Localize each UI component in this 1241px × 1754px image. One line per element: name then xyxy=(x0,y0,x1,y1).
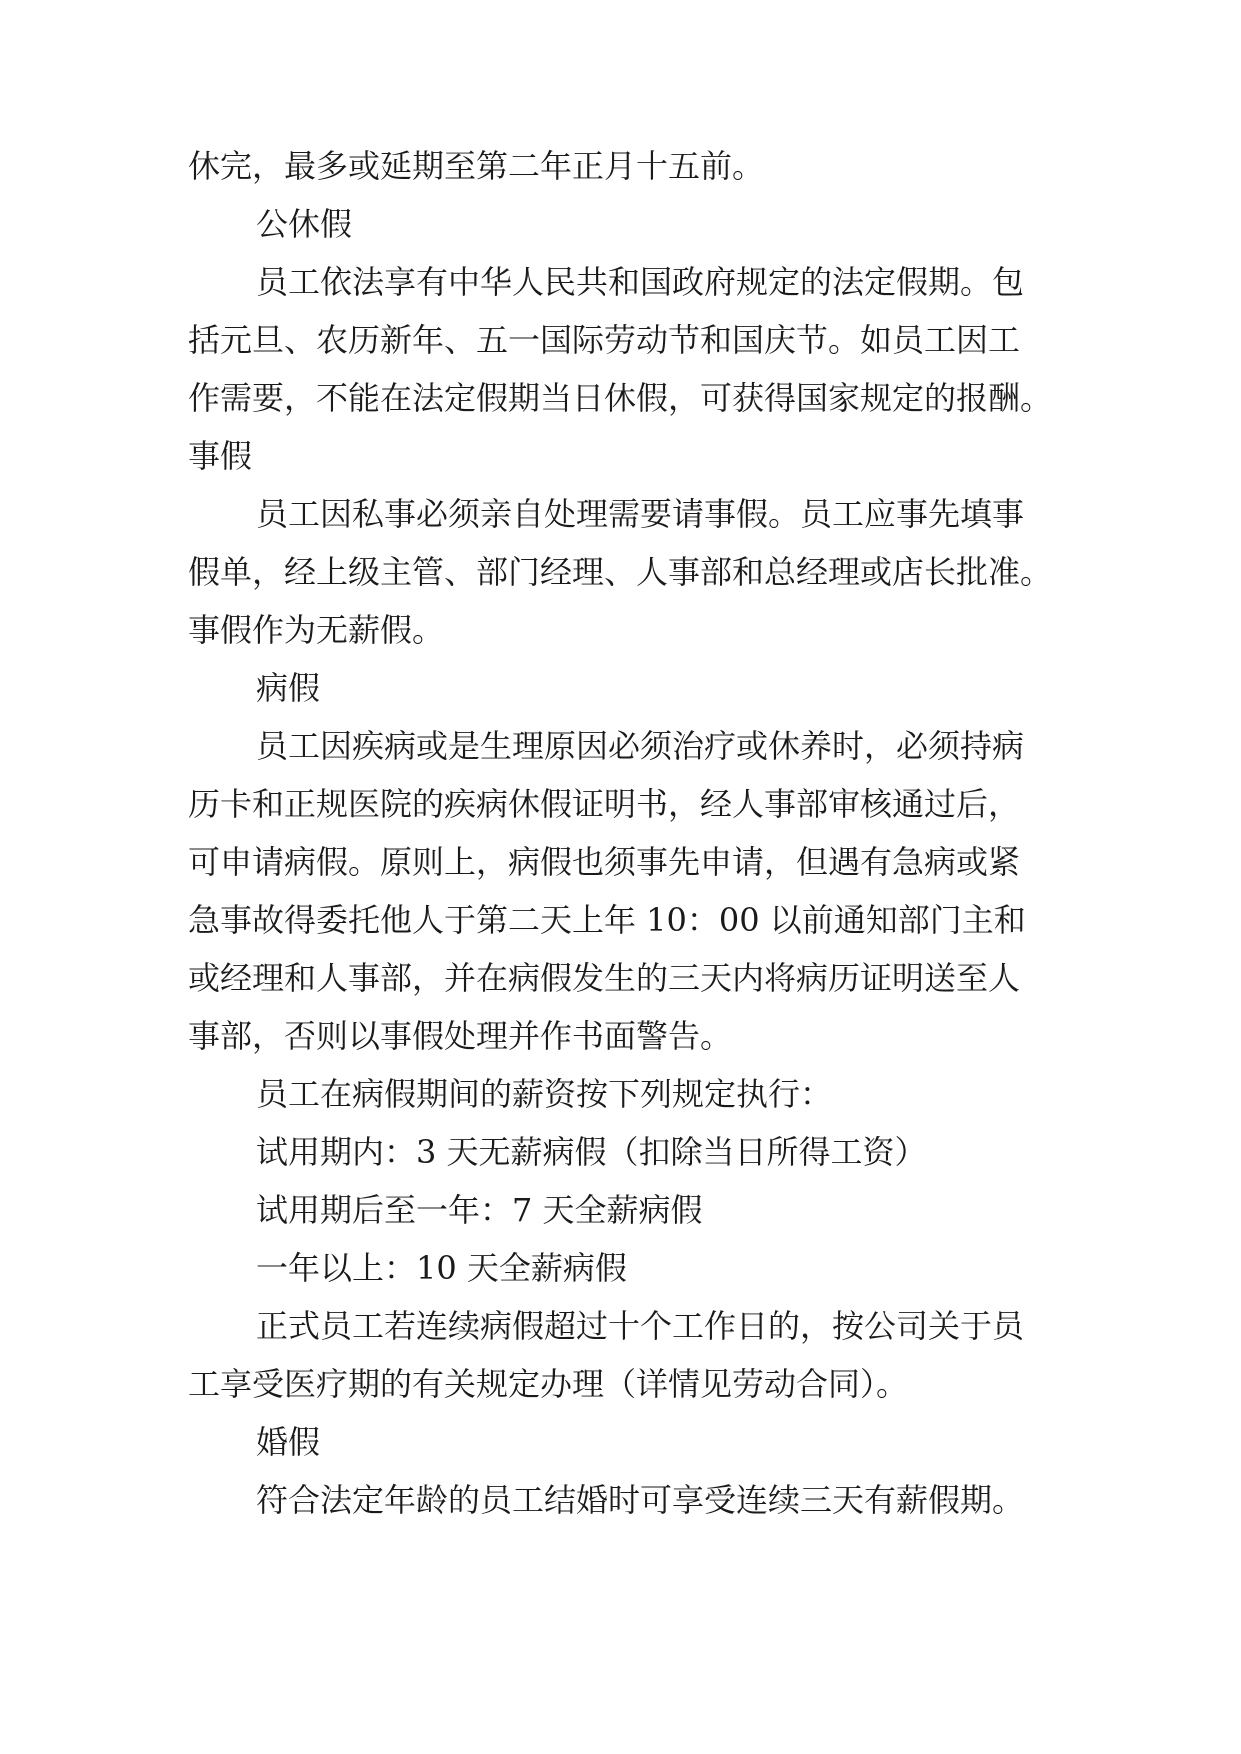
text-line: 括元旦、农历新年、五一国际劳动节和国庆节。如员工因工 xyxy=(188,321,1021,359)
list-item: 试用期后至一年：7 天全薪病假 xyxy=(256,1191,703,1229)
text-line: 历卡和正规医院的疾病休假证明书，经人事部审核通过后， xyxy=(188,785,1021,823)
section-heading: 病假 xyxy=(256,669,321,707)
text-line: 员工在病假期间的薪资按下列规定执行： xyxy=(256,1075,833,1113)
text-line: 假单，经上级主管、部门经理、人事部和总经理或店长批准。 xyxy=(188,553,1053,591)
text-line: 事假作为无薪假。 xyxy=(188,611,445,649)
text-line: 事部，否则以事假处理并作书面警告。 xyxy=(188,1017,733,1055)
text-line: 员工因疾病或是生理原因必须治疗或休养时，必须持病 xyxy=(256,727,1025,765)
list-item: 试用期内：3 天无薪病假（扣除当日所得工资） xyxy=(256,1133,927,1171)
text-line: 作需要，不能在法定假期当日休假，可获得国家规定的报酬。 xyxy=(188,379,1053,417)
text-line: 工享受医疗期的有关规定办理（详情见劳动合同）。 xyxy=(188,1365,909,1403)
text-line: 员工因私事必须亲自处理需要请事假。员工应事先填事 xyxy=(256,495,1025,533)
text-line: 或经理和人事部，并在病假发生的三天内将病历证明送至人 xyxy=(188,959,1021,997)
text-line: 正式员工若连续病假超过十个工作日的，按公司关于员 xyxy=(256,1307,1025,1345)
text-line: 员工依法享有中华人民共和国政府规定的法定假期。包 xyxy=(256,263,1025,301)
list-item: 一年以上：10 天全薪病假 xyxy=(256,1249,627,1287)
section-heading: 事假 xyxy=(188,437,253,475)
text-line: 急事故得委托他人于第二天上年 10：00 以前通知部门主和 xyxy=(188,901,1026,939)
section-heading: 公休假 xyxy=(256,205,353,243)
text-line: 可申请病假。原则上，病假也须事先申请，但遇有急病或紧 xyxy=(188,843,1021,881)
text-line: 符合法定年龄的员工结婚时可享受连续三天有薪假期。 xyxy=(256,1481,1025,1519)
section-heading: 婚假 xyxy=(256,1423,321,1461)
text-line: 休完，最多或延期至第二年正月十五前。 xyxy=(188,147,765,185)
